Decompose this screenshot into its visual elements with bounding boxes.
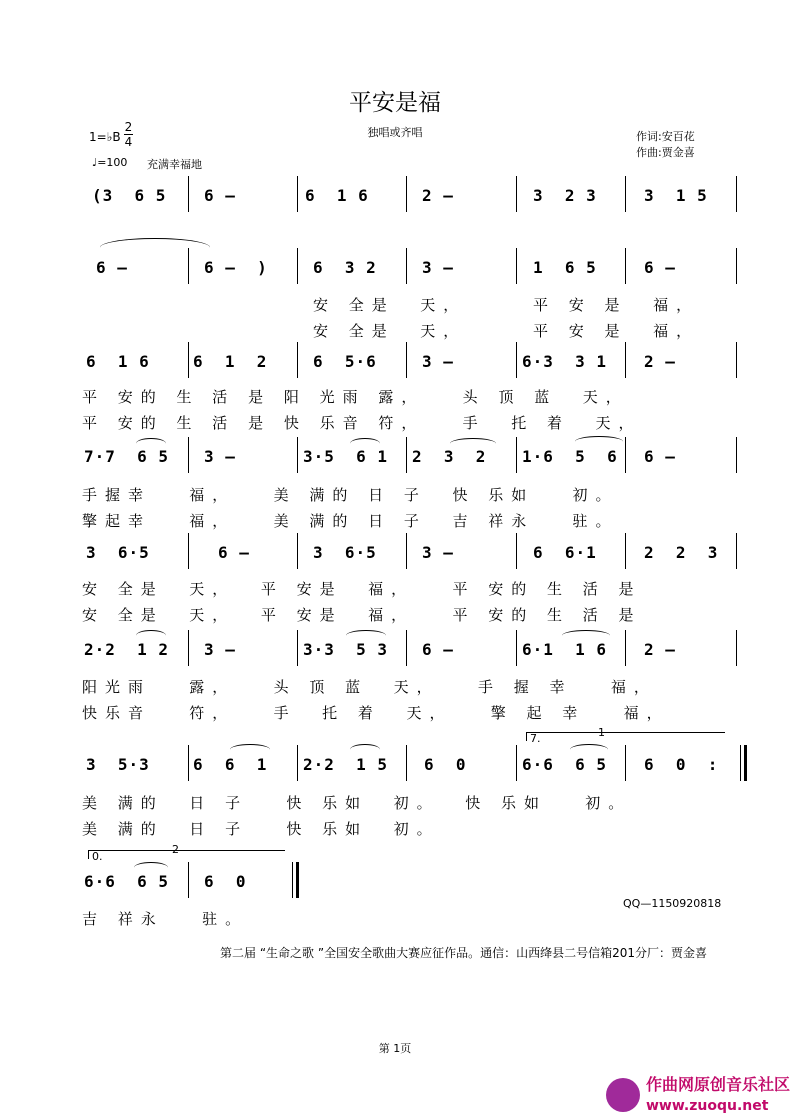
measure: 2 3 2 xyxy=(412,447,487,466)
staff-row-8 xyxy=(0,862,790,902)
staff-row-7 xyxy=(0,745,790,785)
expression-mark: 充满幸福地 xyxy=(147,158,202,171)
song-title: 平安是福 xyxy=(349,90,441,116)
subtitle: 独唱或齐唱 xyxy=(367,126,423,139)
meter-bottom: 4 xyxy=(124,135,133,149)
measure: 6·3 3 1 xyxy=(522,352,608,371)
measure: 6 0 xyxy=(424,755,467,774)
measure: 6·1 1 6 xyxy=(522,640,608,659)
measure: 6 1 6 xyxy=(86,352,150,371)
composer: 作曲:贾金喜 xyxy=(636,146,695,159)
lyric-line: 平 安的 生 活 是 阳 光雨 露， 头 顶 蓝 天， xyxy=(82,388,629,406)
second-ending-number: 2 xyxy=(172,843,179,856)
measure: 3 6·5 xyxy=(86,543,150,562)
lyric-line: 吉 祥永 驻。 xyxy=(82,910,249,928)
lyric-line: 安 全是 天， xyxy=(313,322,467,340)
staff-row-1 xyxy=(0,176,790,216)
measure: 6 – xyxy=(644,258,676,277)
staff-row-5 xyxy=(0,533,790,573)
watermark-url[interactable]: www.zuoqu.net xyxy=(646,1098,769,1114)
measure: 1·6 5 6 xyxy=(522,447,618,466)
staff-row-4 xyxy=(0,437,790,477)
lyric-line: 安 全是 天， xyxy=(313,296,467,314)
measure: 6 1 2 xyxy=(193,352,268,371)
lyric-line: 平 安 是 福， xyxy=(533,296,700,314)
measure: 1 6 5 xyxy=(533,258,597,277)
measure: 2·2 1 2 xyxy=(84,640,170,659)
staff-row-6 xyxy=(0,630,790,670)
lyric-line: 快乐音 符， 手 托 着 天， 擎 起 幸 福， xyxy=(82,704,670,722)
measure: (3 6 5 xyxy=(92,186,167,205)
time-signature xyxy=(124,120,133,149)
lyric-line: 平 安 是 福， xyxy=(533,322,700,340)
meter-top: 2 xyxy=(124,120,133,134)
measure: 2 – xyxy=(422,186,454,205)
measure: 2·2 1 5 xyxy=(303,755,389,774)
lyric-line: 安 全是 天， 平 安是 福， 平 安的 生 活 是 xyxy=(82,580,642,598)
watermark-text: 作曲网原创音乐社区 xyxy=(646,1075,790,1094)
measure: 3 – xyxy=(204,447,236,466)
measure: 6·6 6 5 xyxy=(84,872,170,891)
measure: 6 0 xyxy=(204,872,247,891)
key-signature: 1=♭B xyxy=(89,130,121,144)
measure: 3 – xyxy=(422,258,454,277)
measure: 6 – xyxy=(422,640,454,659)
measure: 3·3 5 3 xyxy=(303,640,389,659)
measure: 6·6 6 5 xyxy=(522,755,608,774)
first-ending-label: 7. xyxy=(530,732,541,745)
measure: 6 – xyxy=(644,447,676,466)
measure: 7·7 6 5 xyxy=(84,447,170,466)
lyric-line: 平 安的 生 活 是 快 乐音 符， 手 托 着 天， xyxy=(82,414,642,432)
measure: 6 0 : xyxy=(644,755,719,774)
measure: 6 6 1 xyxy=(193,755,268,774)
measure: 6 5·6 xyxy=(313,352,377,371)
page-number: 第 1页 xyxy=(378,1042,412,1055)
measure: 3·5 6 1 xyxy=(303,447,389,466)
measure: 2 – xyxy=(644,352,676,371)
first-ending-bracket xyxy=(526,732,725,741)
measure: 3 – xyxy=(204,640,236,659)
first-ending-number: 1 xyxy=(598,726,605,739)
measure: 2 2 3 xyxy=(644,543,719,562)
lyric-line: 安 全是 天， 平 安是 福， 平 安的 生 活 是 xyxy=(82,606,642,624)
lyric-line: 美 满的 日 子 快 乐如 初。 xyxy=(82,820,440,838)
lyric-line: 美 满的 日 子 快 乐如 初。 快 乐如 初。 xyxy=(82,794,632,812)
staff-row-2 xyxy=(0,248,790,288)
measure: 6 – ) xyxy=(204,258,268,277)
measure: 6 3 2 xyxy=(313,258,377,277)
measure: 2 – xyxy=(644,640,676,659)
measure: 3 1 5 xyxy=(644,186,708,205)
lyric-line: 手握幸 福， 美 满的 日 子 快 乐如 初。 xyxy=(82,486,619,504)
measure: 3 5·3 xyxy=(86,755,150,774)
measure: 3 – xyxy=(422,543,454,562)
tempo-mark: ♩=100 xyxy=(92,156,128,169)
measure: 6 6·1 xyxy=(533,543,597,562)
staff-row-3 xyxy=(0,342,790,382)
measure: 6 – xyxy=(218,543,250,562)
footer-note: 第二届 “生命之歌 ”全国安全歌曲大赛应征作品。通信：山西绛县二号信箱201分厂：贾金喜 xyxy=(220,946,707,960)
measure: 6 – xyxy=(96,258,128,277)
lyric-line: 擎起幸 福， 美 满的 日 子 吉 祥永 驻。 xyxy=(82,512,619,530)
measure: 6 – xyxy=(204,186,236,205)
measure: 3 – xyxy=(422,352,454,371)
lyric-line: 阳光雨 露， 头 顶 蓝 天， 手 握 幸 福， xyxy=(82,678,657,696)
measure: 3 6·5 xyxy=(313,543,377,562)
music-note-icon xyxy=(606,1078,640,1112)
second-ending-label: 0. xyxy=(92,850,103,863)
measure: 3 2 3 xyxy=(533,186,597,205)
second-ending-bracket xyxy=(88,850,285,859)
qq-contact: QQ—1150920818 xyxy=(623,897,722,910)
lyricist: 作词:安百花 xyxy=(636,130,695,143)
measure: 6 1 6 xyxy=(305,186,369,205)
